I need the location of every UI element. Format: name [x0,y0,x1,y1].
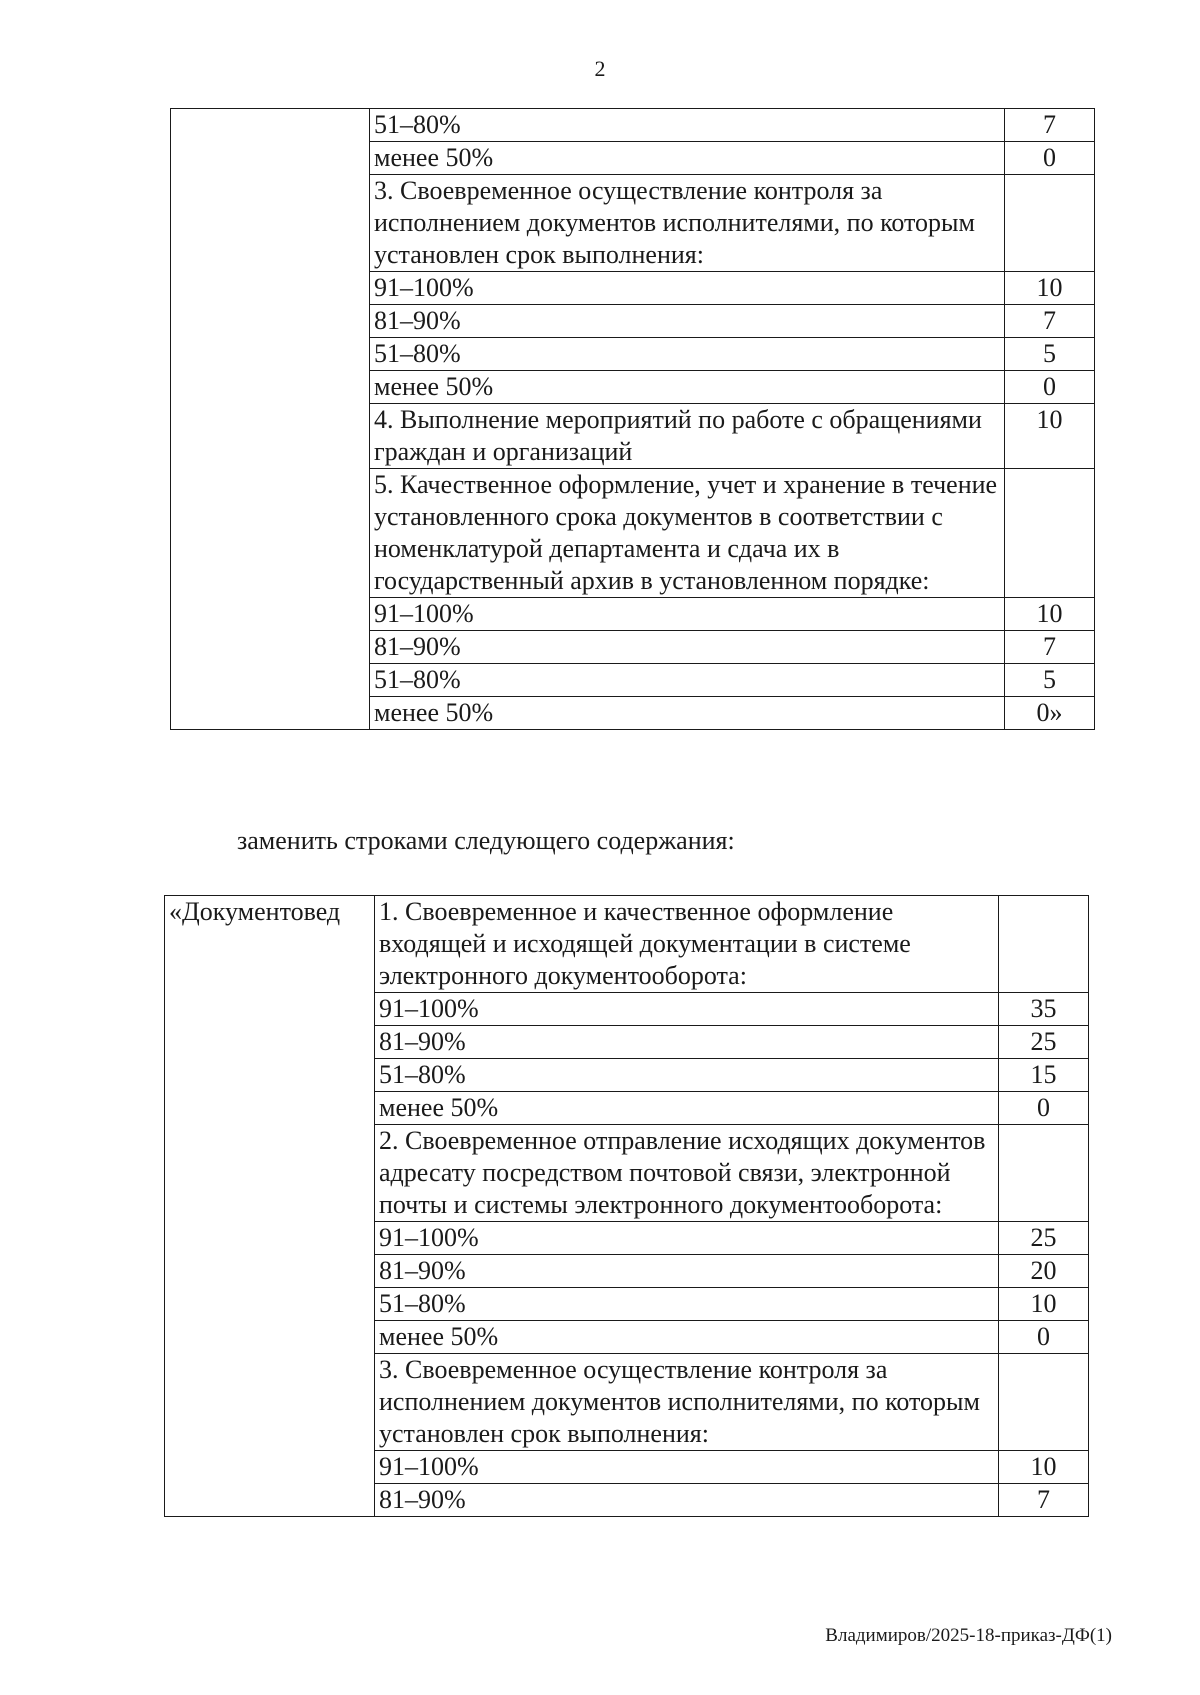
criterion-text: 81–90% [375,1255,999,1288]
score-cell: 0 [999,1092,1089,1125]
criterion-text: менее 50% [370,142,1005,175]
score-cell: 20 [999,1255,1089,1288]
score-cell: 15 [999,1059,1089,1092]
position-label: «Документовед [165,896,375,1517]
score-cell: 10 [1005,598,1095,631]
criterion-text: 4. Выполнение мероприятий по работе с обращениями граждан и организаций [370,404,1005,469]
criteria-table-old [170,108,1095,730]
score-cell: 25 [999,1026,1089,1059]
score-cell: 10 [999,1451,1089,1484]
criterion-text: 91–100% [370,272,1005,305]
score-cell [1005,469,1095,598]
criterion-text: 81–90% [370,631,1005,664]
score-cell: 0» [1005,697,1095,730]
criterion-text: 5. Качественное оформление, учет и хранение в течение установленного срока документов в соответствии с номенклатурой департамента и сдача их в государственный архив в установленном порядке: [370,469,1005,598]
criterion-text: 91–100% [370,598,1005,631]
score-cell: 10 [1005,272,1095,305]
criterion-text: 3. Своевременное осуществление контроля за исполнением документов исполнителями, по которым установлен срок выполнения: [370,175,1005,272]
score-cell: 0 [1005,371,1095,404]
score-cell: 35 [999,993,1089,1026]
criterion-text: 51–80% [370,664,1005,697]
document-footer: Владимиров/2025-18-приказ-ДФ(1) [825,1625,1112,1646]
score-cell [999,896,1089,993]
criterion-text: 1. Своевременное и качественное оформление входящей и исходящей документации в системе электронного документооборота: [375,896,999,993]
score-cell: 25 [999,1222,1089,1255]
page-number: 2 [594,56,606,81]
criterion-text: менее 50% [370,371,1005,404]
criterion-text: менее 50% [370,697,1005,730]
criteria-table-new [164,895,1089,1517]
score-cell: 7 [1005,305,1095,338]
position-cell [171,109,370,730]
score-cell: 5 [1005,664,1095,697]
score-cell: 7 [999,1484,1089,1517]
criterion-text: 81–90% [370,305,1005,338]
criterion-text: 51–80% [370,338,1005,371]
score-cell: 7 [1005,109,1095,142]
score-cell: 0 [999,1321,1089,1354]
score-cell: 5 [1005,338,1095,371]
criterion-text: 91–100% [375,1222,999,1255]
criterion-text: 91–100% [375,1451,999,1484]
score-cell [999,1354,1089,1451]
criterion-text: 51–80% [375,1288,999,1321]
criterion-text: 3. Своевременное осуществление контроля за исполнением документов исполнителями, по которым установлен срок выполнения: [375,1354,999,1451]
instruction-text: заменить строками следующего содержания: [237,826,735,855]
score-cell [1005,175,1095,272]
criterion-text: 81–90% [375,1026,999,1059]
criterion-text: 51–80% [375,1059,999,1092]
criterion-text: менее 50% [375,1321,999,1354]
score-cell: 10 [1005,404,1095,469]
criterion-text: 51–80% [370,109,1005,142]
criterion-text: 2. Своевременное отправление исходящих документов адресату посредством почтовой связи, электронной почты и системы электронного документооборота: [375,1125,999,1222]
criterion-text: 91–100% [375,993,999,1026]
score-cell: 10 [999,1288,1089,1321]
score-cell: 7 [1005,631,1095,664]
criterion-text: 81–90% [375,1484,999,1517]
score-cell: 0 [1005,142,1095,175]
criterion-text: менее 50% [375,1092,999,1125]
score-cell [999,1125,1089,1222]
